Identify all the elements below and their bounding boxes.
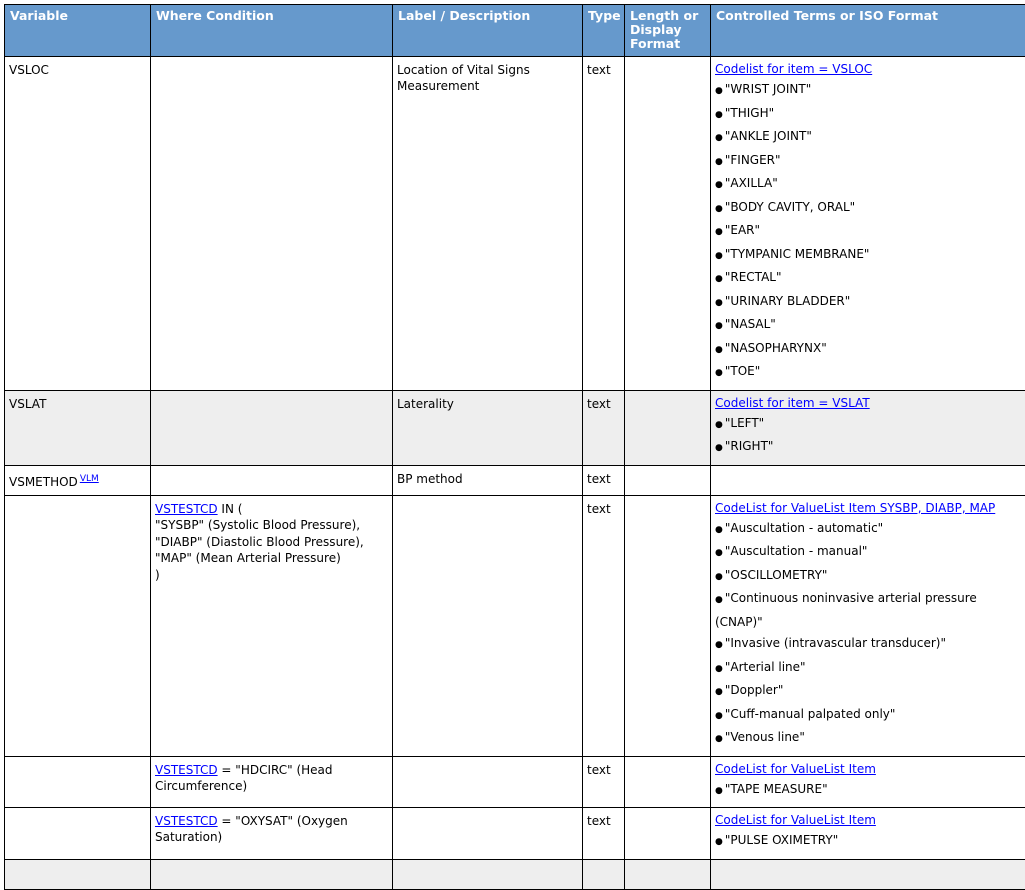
header-row xyxy=(5,5,1025,57)
controlled-terms-cell xyxy=(711,465,1025,495)
variable-metadata-table xyxy=(4,4,1025,890)
header-controlled-terms: Controlled Terms or ISO Format xyxy=(711,5,1025,57)
header-where-condition: Where Condition xyxy=(151,5,393,57)
variable-cell: VSMETHOD $^{VLM}$ xyxy=(5,465,151,495)
list-item: ● "FINGER" xyxy=(715,150,1021,174)
length-cell xyxy=(625,465,711,495)
label-cell xyxy=(393,808,583,860)
table-row-vsloc xyxy=(5,57,1025,391)
table-row-next xyxy=(5,859,1025,889)
header-length-format: Length or Display Format xyxy=(625,5,711,57)
table-row-vlm-bp xyxy=(5,495,1025,756)
term-list xyxy=(715,79,1021,385)
list-item: ● "BODY CAVITY, ORAL" xyxy=(715,197,1021,221)
length-cell xyxy=(625,756,711,808)
where-cell xyxy=(151,859,393,889)
vstestcd-link[interactable]: VSTESTCD xyxy=(155,763,218,777)
list-item: ● "Continuous noninvasive arterial pressure (CNAP)" xyxy=(715,588,1021,633)
type-cell: text xyxy=(583,756,625,808)
term-list xyxy=(715,779,1021,803)
codelist-link-bp[interactable]: CodeList for ValueList Item SYSBP, DIABP, MAP xyxy=(715,501,1021,516)
header-label-description: Label / Description xyxy=(393,5,583,57)
list-item: ● "Cuff-manual palpated only" xyxy=(715,704,1021,728)
list-item: ● "Venous line" xyxy=(715,727,1021,751)
header-type: Type xyxy=(583,5,625,57)
list-item: ● "AXILLA" xyxy=(715,173,1021,197)
list-item: ● "Auscultation - automatic" xyxy=(715,518,1021,542)
label-cell: BP method xyxy=(393,465,583,495)
vstestcd-link[interactable]: VSTESTCD xyxy=(155,814,218,828)
codelist-link-oxysat[interactable]: CodeList for ValueList Item xyxy=(715,813,1021,828)
list-item: ● "Auscultation - manual" xyxy=(715,541,1021,565)
controlled-terms-cell xyxy=(711,57,1025,391)
controlled-terms-cell xyxy=(711,390,1025,465)
list-item: ● "OSCILLOMETRY" xyxy=(715,565,1021,589)
variable-cell xyxy=(5,808,151,860)
type-cell: text xyxy=(583,495,625,756)
controlled-terms-cell xyxy=(711,756,1025,808)
table-row-vsmethod xyxy=(5,465,1025,495)
where-cell: VSTESTCD IN ( "SYSBP" (Systolic Blood Pressure), "DIABP" (Diastolic Blood Pressure), "MAP" (Mean Arterial Pressure) ) xyxy=(151,495,393,756)
type-cell: text xyxy=(583,390,625,465)
length-cell xyxy=(625,57,711,391)
variable-cell xyxy=(5,859,151,889)
list-item: ● "NASAL" xyxy=(715,314,1021,338)
codelist-link-vslat[interactable]: Codelist for item = VSLAT xyxy=(715,396,1021,411)
table-row-vlm-hdcirc xyxy=(5,756,1025,808)
list-item: ● "PULSE OXIMETRY" xyxy=(715,830,1021,854)
list-item: ● "Invasive (intravascular transducer)" xyxy=(715,633,1021,657)
list-item: ● "Doppler" xyxy=(715,680,1021,704)
where-cell xyxy=(151,57,393,391)
list-item: ● "WRIST JOINT" xyxy=(715,79,1021,103)
list-item: ● "NASOPHARYNX" xyxy=(715,338,1021,362)
list-item: ● "TOE" xyxy=(715,361,1021,385)
type-cell xyxy=(583,859,625,889)
list-item: ● "Arterial line" xyxy=(715,657,1021,681)
table-row-vslat xyxy=(5,390,1025,465)
length-cell xyxy=(625,390,711,465)
list-item: ● "RIGHT" xyxy=(715,436,1021,460)
where-cell: VSTESTCD = "OXYSAT" (Oxygen Saturation) xyxy=(151,808,393,860)
table-row-vlm-oxysat xyxy=(5,808,1025,860)
term-list xyxy=(715,413,1021,460)
list-item: ● "RECTAL" xyxy=(715,267,1021,291)
list-item: ● "URINARY BLADDER" xyxy=(715,291,1021,315)
variable-cell xyxy=(5,756,151,808)
list-item: ● "THIGH" xyxy=(715,103,1021,127)
term-list xyxy=(715,830,1021,854)
codelist-link-hdcirc[interactable]: CodeList for ValueList Item xyxy=(715,762,1021,777)
vstestcd-link[interactable]: VSTESTCD xyxy=(155,502,218,516)
header-variable: Variable xyxy=(5,5,151,57)
type-cell: text xyxy=(583,465,625,495)
controlled-terms-cell xyxy=(711,808,1025,860)
variable-cell: VSLAT xyxy=(5,390,151,465)
controlled-terms-cell xyxy=(711,859,1025,889)
label-cell xyxy=(393,756,583,808)
where-cell xyxy=(151,390,393,465)
list-item: ● "ANKLE JOINT" xyxy=(715,126,1021,150)
type-cell: text xyxy=(583,808,625,860)
label-cell xyxy=(393,495,583,756)
vlm-link[interactable]: VLM xyxy=(80,474,99,484)
controlled-terms-cell xyxy=(711,495,1025,756)
list-item: ● "LEFT" xyxy=(715,413,1021,437)
length-cell xyxy=(625,859,711,889)
length-cell xyxy=(625,495,711,756)
list-item: ● "TAPE MEASURE" xyxy=(715,779,1021,803)
type-cell: text xyxy=(583,57,625,391)
variable-cell: VSLOC xyxy=(5,57,151,391)
where-cell: VSTESTCD = "HDCIRC" (Head Circumference) xyxy=(151,756,393,808)
label-cell xyxy=(393,859,583,889)
label-cell: Laterality xyxy=(393,390,583,465)
where-cell xyxy=(151,465,393,495)
list-item: ● "EAR" xyxy=(715,220,1021,244)
length-cell xyxy=(625,808,711,860)
list-item: ● "TYMPANIC MEMBRANE" xyxy=(715,244,1021,268)
variable-cell xyxy=(5,495,151,756)
codelist-link-vsloc[interactable]: Codelist for item = VSLOC xyxy=(715,62,1021,77)
term-list xyxy=(715,518,1021,751)
label-cell: Location of Vital Signs Measurement xyxy=(393,57,583,391)
